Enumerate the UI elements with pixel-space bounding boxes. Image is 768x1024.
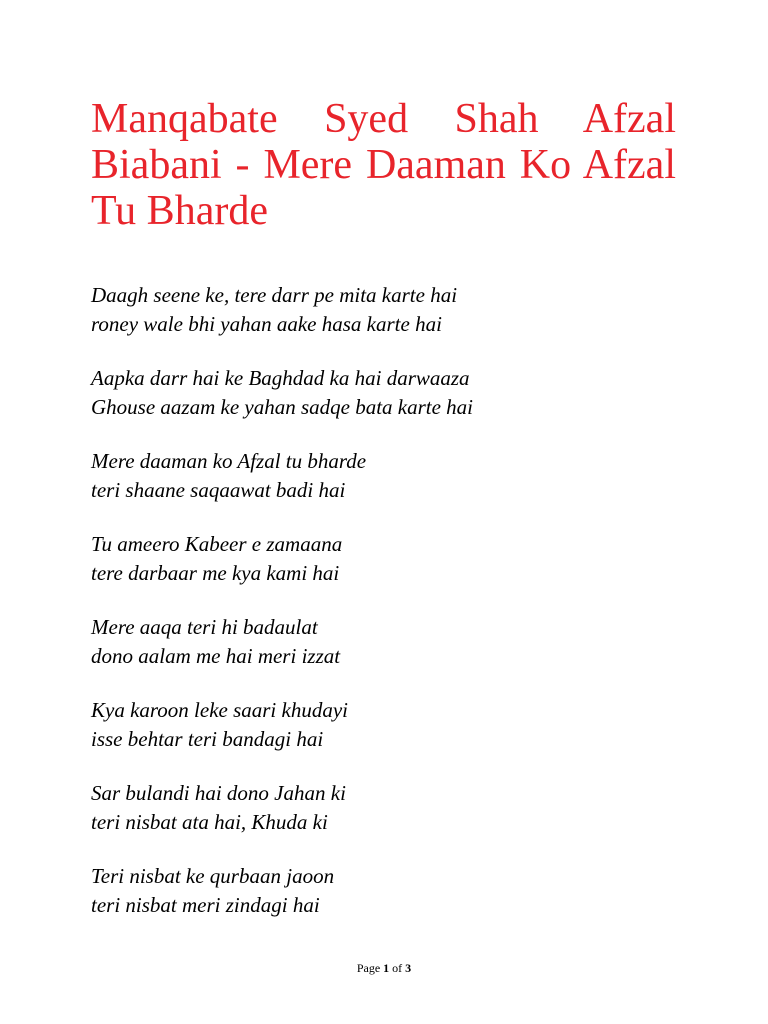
page-label: Page bbox=[356, 961, 381, 975]
current-page-number: 1 bbox=[383, 961, 390, 975]
stanza bbox=[91, 613, 711, 671]
total-pages-number: 3 bbox=[405, 961, 412, 975]
verse-line: isse behtar teri bandagi hai bbox=[91, 727, 324, 751]
stanza bbox=[91, 530, 711, 588]
of-label: of bbox=[392, 961, 403, 975]
verse-line: teri nisbat meri zindagi hai bbox=[91, 893, 320, 917]
verse-line: Mere aaqa teri hi badaulat bbox=[91, 615, 318, 639]
verse-line: Sar bulandi hai dono Jahan ki bbox=[91, 781, 346, 805]
stanza bbox=[91, 447, 711, 505]
verse-line: teri shaane saqaawat badi hai bbox=[91, 478, 346, 502]
page-number-footer bbox=[0, 961, 768, 976]
stanza bbox=[91, 862, 711, 920]
verse-line: Daagh seene ke, tere darr pe mita karte hai bbox=[91, 283, 458, 307]
stanza bbox=[91, 779, 711, 837]
verse-line: tere darbaar me kya kami hai bbox=[91, 561, 340, 585]
stanza bbox=[91, 364, 711, 422]
verse-line: Ghouse aazam ke yahan sadqe bata karte hai bbox=[91, 395, 474, 419]
verse-list bbox=[91, 281, 711, 945]
verse-line: Teri nisbat ke qurbaan jaoon bbox=[91, 864, 335, 888]
stanza bbox=[91, 281, 711, 339]
verse-line: Aapka darr hai ke Baghdad ka hai darwaaza bbox=[91, 366, 470, 390]
verse-line: Mere daaman ko Afzal tu bharde bbox=[91, 449, 367, 473]
verse-line: roney wale bhi yahan aake hasa karte hai bbox=[91, 312, 442, 336]
verse-line: Tu ameero Kabeer e zamaana bbox=[91, 532, 343, 556]
verse-line: Kya karoon leke saari khudayi bbox=[91, 698, 348, 722]
verse-line: teri nisbat ata hai, Khuda ki bbox=[91, 810, 328, 834]
verse-line: dono aalam me hai meri izzat bbox=[91, 644, 341, 668]
stanza bbox=[91, 696, 711, 754]
document-title: Manqabate Syed Shah Afzal Biabani - Mere Daaman Ko Afzal Tu Bharde bbox=[91, 96, 676, 234]
